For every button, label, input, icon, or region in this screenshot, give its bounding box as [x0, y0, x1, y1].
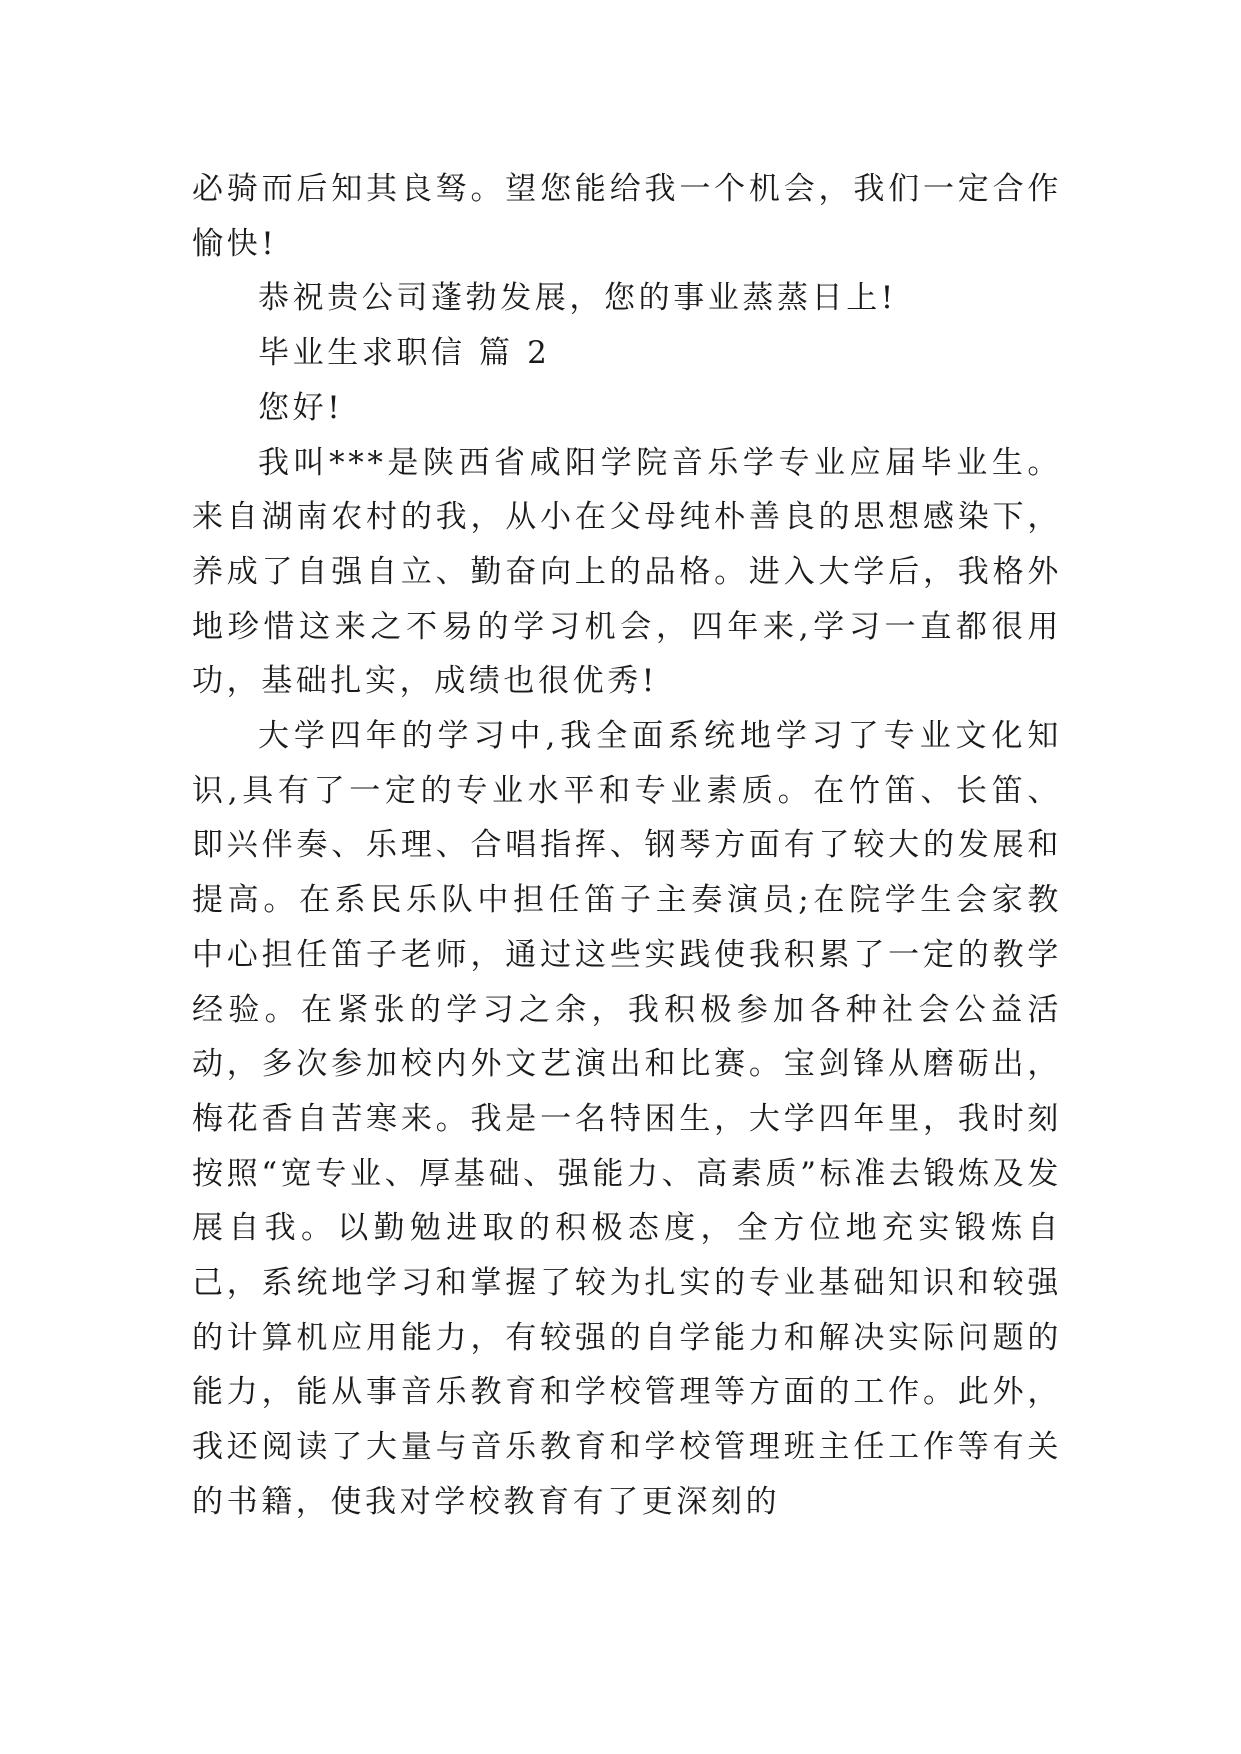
paragraph-3: 我叫***是陕西省咸阳学院音乐学专业应届毕业生。来自湖南农村的我，从小在父母纯朴善良的思想感染下，养成了自强自立、勤奋向上的品格。进入大学后，我格外地珍惜这来之不易的学习机会，四年来,学习一直都很用功，基础扎实，成绩也很优秀!: [192, 444, 1062, 700]
paragraph-4: 大学四年的学习中,我全面系统地学习了专业文化知识,具有了一定的专业水平和专业素质。在竹笛、长笛、即兴伴奏、乐理、合唱指挥、钢琴方面有了较大的发展和提高。在系民乐队中担任笛子主奏演员;在院学生会家教中心担任笛子老师，通过这些实践使我积累了一定的教学经验。在紧张的学习之余，我积极参加各种社会公益活动，多次参加校内外文艺演出和比赛。宝剑锋从磨砺出，梅花香自苦寒来。我是一名特困生，大学四年里，我时刻按照“宽专业、厚基础、强能力、高素质”标准去锻炼及发展自我。以勤勉进取的积极态度，全方位地充实锻炼自己，系统地学习和掌握了较为扎实的专业基础知识和较强的计算机应用能力，有较强的自学能力和解决实际问题的能力，能从事音乐教育和学校管理等方面的工作。此外，我还阅读了大量与音乐教育和学校管理班主任工作等有关的书籍，使我对学校教育有了更深刻的: [192, 718, 1062, 1520]
document-body: [192, 162, 1062, 1530]
greeting: 您好!: [258, 389, 344, 426]
paragraph-1: 必骑而后知其良驽。望您能给我一个机会，我们一定合作愉快!: [192, 171, 1062, 262]
section-heading: 毕业生求职信 篇 2: [258, 335, 551, 372]
paragraph-2: 恭祝贵公司蓬勃发展，您的事业蒸蒸日上!: [258, 280, 897, 317]
